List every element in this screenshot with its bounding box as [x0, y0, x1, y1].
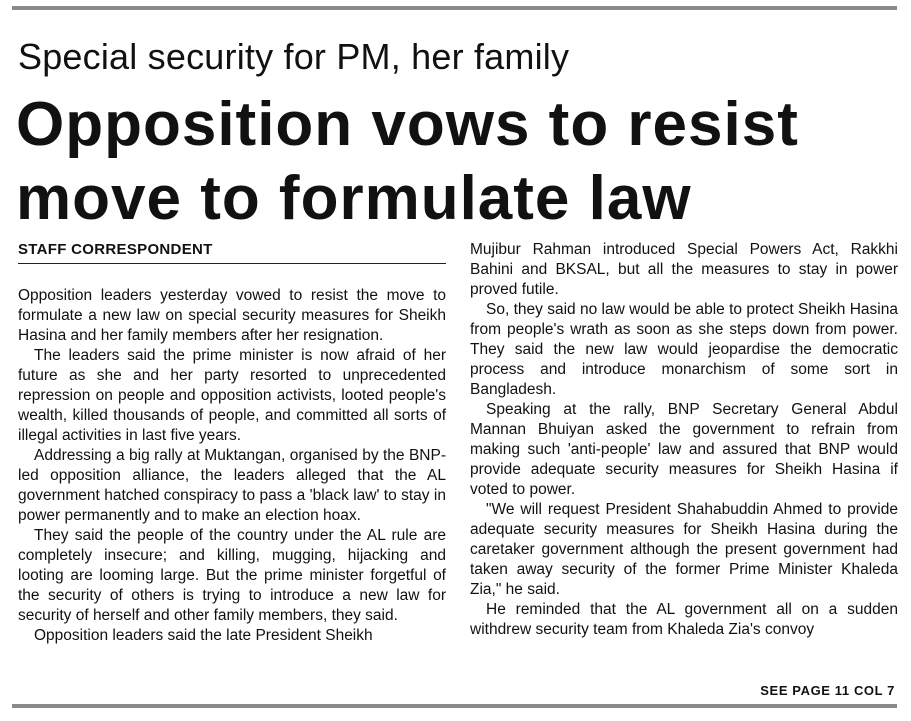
paragraph: They said the people of the country under the AL rule are completely insecure; and killing, mugging, hijacking and looting are looming large. But the prime minister forgetful of the security of others is trying to introduce a new law for security of herself and other family members, they said.: [18, 527, 446, 624]
article-column-left: [18, 240, 446, 646]
paragraph: Mujibur Rahman introduced Special Powers Act, Rakkhi Bahini and BKSAL, but all the measures to stay in power proved futile.: [470, 241, 898, 298]
paragraph: Opposition leaders yesterday vowed to resist the move to formulate a new law on special security measures for Sheikh Hasina and her family members after her resignation.: [18, 287, 446, 344]
article-column-right: [470, 240, 898, 640]
paragraph: "We will request President Shahabuddin Ahmed to provide adequate security measures for Sheikh Hasina during the caretaker government although the present government had taken away security of the former Prime Minister Khaleda Zia," he said.: [470, 501, 898, 598]
top-rule: [12, 6, 897, 10]
article-headline: Opposition vows to resist move to formulate law: [16, 90, 799, 233]
paragraph: Speaking at the rally, BNP Secretary General Abdul Mannan Bhuiyan asked the government to refrain from making such 'anti-people' law and assured that BNP would provide adequate security measures for Sheikh Hasina if voted to power.: [470, 401, 898, 498]
paragraph: The leaders said the prime minister is now afraid of her future as she and her party resorted to unprecedented repression on people and opposition activists, looted people's wealth, killed thousands of people, and committed all sorts of illegal activities in last five years.: [18, 347, 446, 444]
paragraph: Addressing a big rally at Muktangan, organised by the BNP-led opposition alliance, the leaders alleged that the AL government hatched conspiracy to pass a 'black law' to stay in power permanently and to make an election hoax.: [18, 447, 446, 524]
paragraph: So, they said no law would be able to protect Sheikh Hasina from people's wrath as soon as she steps down from power. They said the new law would jeopardise the democratic process and introduce monarchism of some sort in Bangladesh.: [470, 301, 898, 398]
paragraph: Opposition leaders said the late President Sheikh: [34, 627, 373, 644]
article-byline: STAFF CORRESPONDENT: [18, 240, 446, 264]
paragraph: He reminded that the AL government all on a sudden withdrew security team from Khaleda Zia's convoy: [470, 601, 898, 638]
article-kicker: Special security for PM, her family: [18, 36, 570, 77]
continued-on-page-link[interactable]: SEE PAGE 11 COL 7: [760, 683, 895, 698]
bottom-rule: [12, 704, 897, 708]
